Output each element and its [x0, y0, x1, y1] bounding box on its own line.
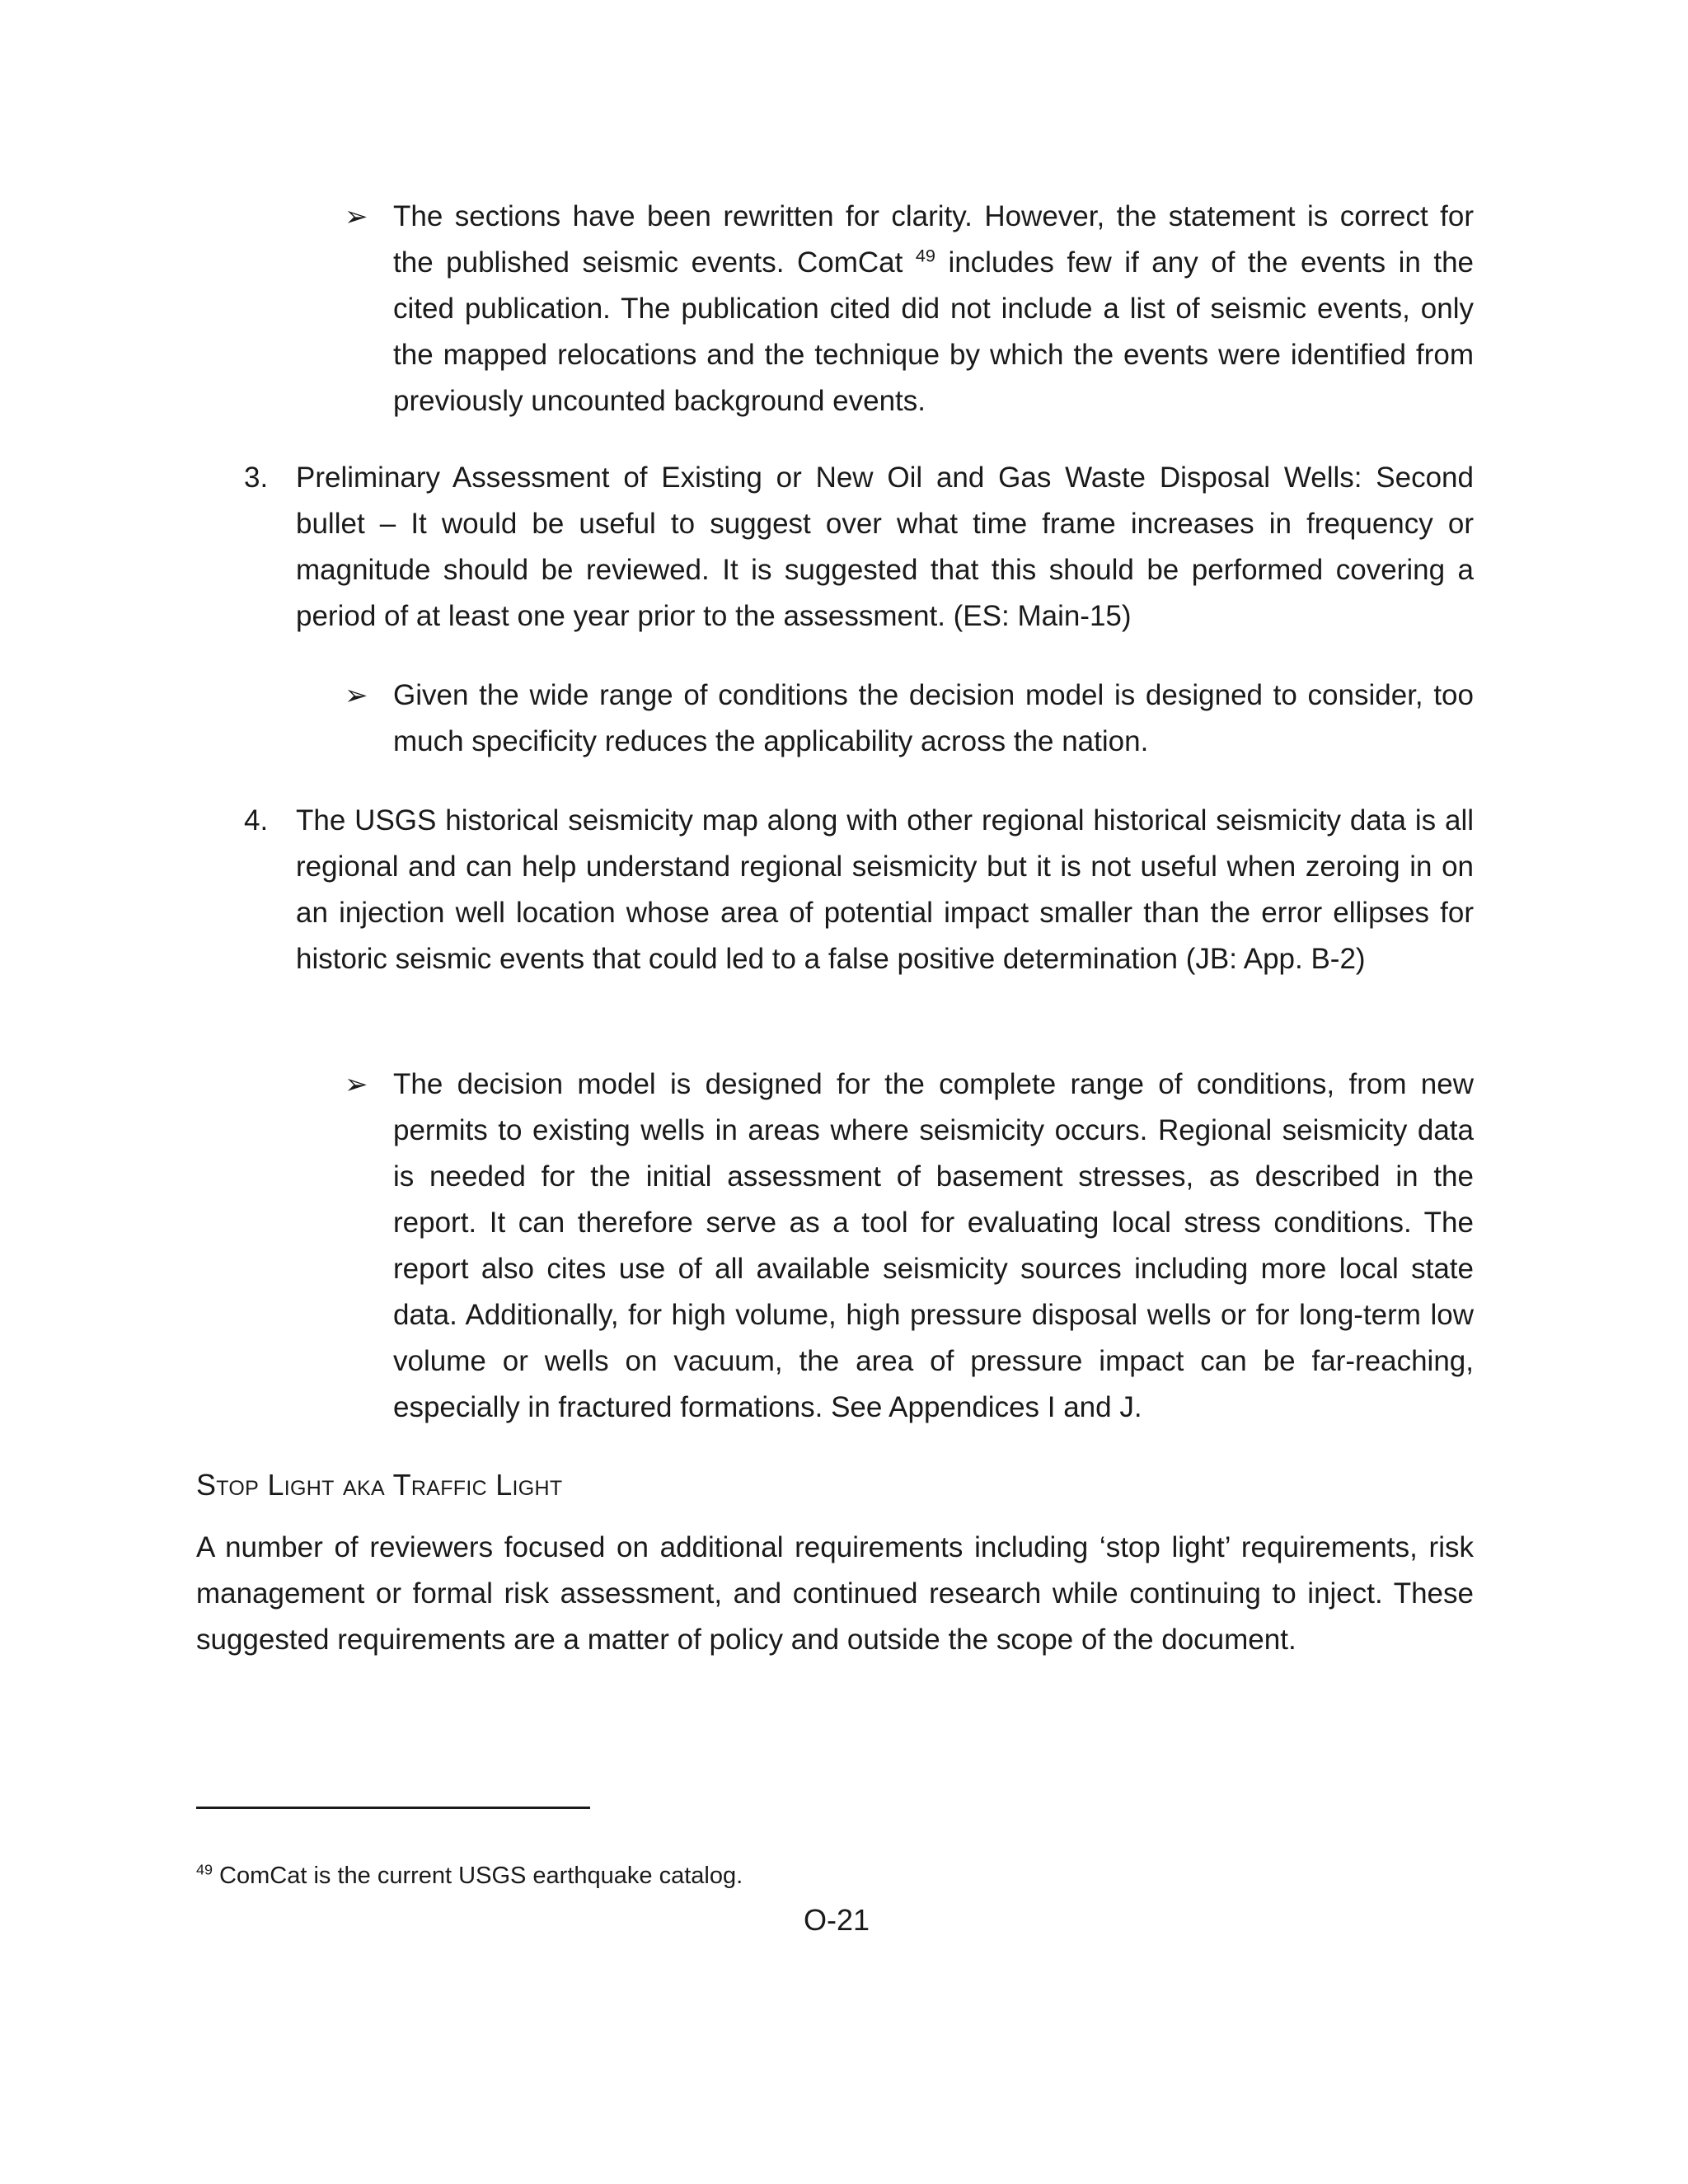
response-bullet-3: [345, 1062, 1474, 1431]
section-body: A number of reviewers focused on additional requirements including ‘stop light’ requirements, risk management or formal risk assessment, and continued research while continuing to inject. These suggested requirements are a matter of policy and outside the scope of the document.: [196, 1531, 1474, 1656]
response-bullet-1: [345, 194, 1474, 424]
bullet-text: The decision model is designed for the complete range of conditions, from new permits to existing wells in areas where seismicity occurs. Regional seismicity data is needed for the initial assessment of basement stresses, as described in the report. It can therefore serve as a tool for evaluating local stress conditions. The report also cites use of all available seismicity sources including more local state data. Additionally, for high volume, high pressure disposal wells or for long-term low volume or wells on vacuum, the area of pressure impact can be far-reaching, especially in fractured formations. See Appendices I and J.: [393, 1068, 1474, 1423]
arrow-bullet-icon: ➢: [345, 680, 368, 711]
bullet-text: The sections have been rewritten for clarity. However, the statement is correct for the published seismic events. ComCat $^{49}$ includes few if any of the events in the cited publication. The publication cited did not include a list of seismic events, only the mapped relocations and the technique by which the events were identified from previously uncounted background events.: [393, 200, 1475, 417]
footnote-number: 49: [196, 1861, 213, 1878]
page-number: O-21: [803, 1903, 870, 1937]
arrow-bullet-icon: ➢: [345, 1069, 368, 1100]
item-number: 4.: [244, 804, 269, 837]
comment-item-3: [244, 455, 1474, 640]
footnote-text: ComCat is the current USGS earthquake catalog.: [213, 1863, 743, 1889]
section-heading: Stop Light aka Traffic Light: [196, 1468, 563, 1502]
response-bullet-2: [345, 673, 1474, 765]
footnote-divider: [196, 1807, 590, 1809]
arrow-bullet-icon: ➢: [345, 201, 368, 232]
bullet-text: Given the wide range of conditions the decision model is designed to consider, too much specificity reduces the applicability across the nation.: [393, 679, 1474, 757]
item-text: Preliminary Assessment of Existing or New Oil and Gas Waste Disposal Wells: Second bullet – It would be useful to suggest over what time frame increases in frequency or magnitude should be reviewed. It is suggested that this should be performed covering a period of at least one year prior to the assessment. (ES: Main-15): [296, 462, 1474, 632]
footnote: [196, 1859, 743, 1892]
comment-item-4: [244, 798, 1474, 982]
item-text: The USGS historical seismicity map along with other regional historical seismicity data is all regional and can help understand regional seismicity but it is not useful when zeroing in on an injection well location whose area of potential impact smaller than the error ellipses for historic seismic events that could led to a false positive determination (JB: App. B-2): [296, 804, 1474, 975]
item-number: 3.: [244, 462, 269, 494]
footnote-reference[interactable]: 49: [915, 245, 935, 266]
